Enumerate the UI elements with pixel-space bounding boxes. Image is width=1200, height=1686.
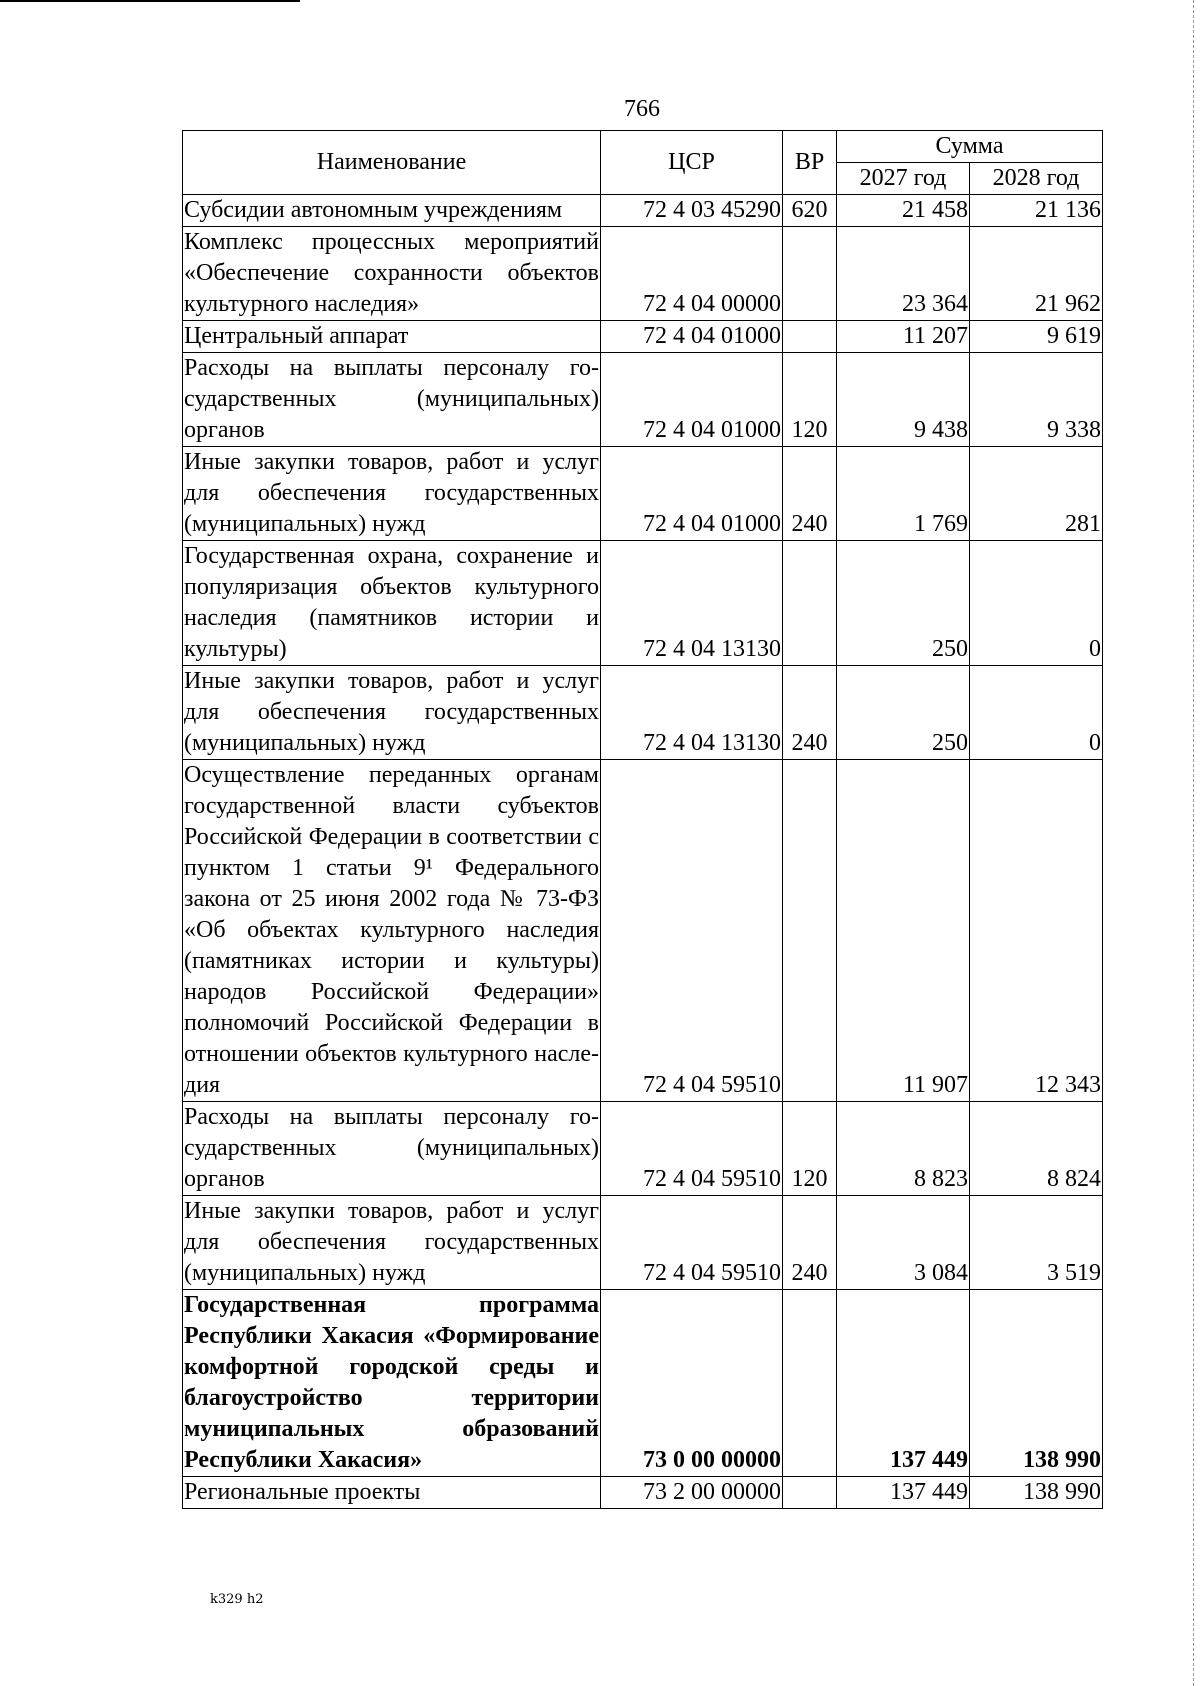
header-year-2028: 2028 год [970,163,1103,195]
table-row [183,1102,1103,1196]
row-sum-2027: 1 769 [837,447,970,541]
header-vr: ВР [783,131,837,195]
row-sum-2028: 0 [970,666,1103,760]
row-sum-2027: 11 907 [837,760,970,1102]
header-row-top [183,131,1103,163]
scan-right-edge [1193,0,1194,1686]
row-sum-2028: 9 619 [970,321,1103,353]
row-sum-2028: 12 343 [970,760,1103,1102]
row-sum-2028: 21 136 [970,195,1103,227]
row-sum-2028: 3 519 [970,1196,1103,1290]
row-sum-2028: 138 990 [970,1290,1103,1477]
row-vr: 240 [783,447,837,541]
row-csr: 72 4 04 00000 [601,227,783,321]
row-name: Государственная охрана, сохранение и популяризация объектов культурного наследия (памятников истории и культуры) [183,541,601,666]
header-year-2027: 2027 год [837,163,970,195]
row-sum-2028: 8 824 [970,1102,1103,1196]
row-name: Расходы на выплаты персоналу государственных (муниципальных) органов [183,353,601,447]
row-csr: 72 4 04 13130 [601,541,783,666]
row-name: Иные закупки товаров, работ и услуг для обеспечения государственных (муниципальных) нужд [183,447,601,541]
row-sum-2028: 281 [970,447,1103,541]
row-csr: 72 4 04 59510 [601,1196,783,1290]
table-row [183,666,1103,760]
row-sum-2028: 9 338 [970,353,1103,447]
row-name: Иные закупки товаров, работ и услуг для обеспечения государственных (муниципальных) нужд [183,666,601,760]
row-sum-2028: 0 [970,541,1103,666]
header-sum: Сумма [837,131,1103,163]
row-csr: 72 4 04 13130 [601,666,783,760]
table-row [183,321,1103,353]
row-vr [783,760,837,1102]
row-name: Расходы на выплаты персоналу государственных (муниципальных) органов [183,1102,601,1196]
row-sum-2027: 137 449 [837,1290,970,1477]
header-name: Наименование [183,131,601,195]
row-vr [783,227,837,321]
table-row [183,1290,1103,1477]
row-sum-2028: 138 990 [970,1477,1103,1509]
table-row [183,227,1103,321]
row-name: Иные закупки товаров, работ и услуг для обеспечения государственных (муниципальных) нужд [183,1196,601,1290]
row-sum-2027: 23 364 [837,227,970,321]
table-row [183,447,1103,541]
row-sum-2027: 137 449 [837,1477,970,1509]
row-name: Центральный аппарат [183,321,601,353]
row-csr: 72 4 03 45290 [601,195,783,227]
row-name: Государственная программа Республики Хакасия «Формирование комфортной городской среды и благоустройство территории муниципальных образований Республики Хакасия» [183,1290,601,1477]
row-vr: 120 [783,353,837,447]
row-name: Комплекс процессных мероприятий «Обеспечение сохранности объектов культурного наследия» [183,227,601,321]
table-row [183,353,1103,447]
footer-code: k329 h2 [210,1592,264,1607]
row-vr: 240 [783,666,837,760]
row-sum-2027: 9 438 [837,353,970,447]
row-sum-2027: 250 [837,666,970,760]
row-vr [783,1477,837,1509]
row-vr: 120 [783,1102,837,1196]
row-vr: 620 [783,195,837,227]
row-vr [783,321,837,353]
scan-top-line [0,0,300,2]
table-row [183,195,1103,227]
row-name: Региональные проекты [183,1477,601,1509]
table-body [183,195,1103,1509]
row-csr: 73 0 00 00000 [601,1290,783,1477]
row-csr: 73 2 00 00000 [601,1477,783,1509]
row-name: Субсидии автономным учреждениям [183,195,601,227]
table-row [183,1196,1103,1290]
row-sum-2027: 8 823 [837,1102,970,1196]
table-row [183,541,1103,666]
table-row [183,1477,1103,1509]
row-sum-2027: 21 458 [837,195,970,227]
row-name: Осуществление переданных органам государственной власти субъектов Российской Федерации в соответствии с пунктом 1 статьи 9¹ Федерального закона от 25 июня 2002 года № 73-ФЗ «Об объектах культурного наследия (памятниках истории и культуры) народов Российской Федерации» полномочий Российской Федерации в отношении объектов культурного наследия [183,760,601,1102]
row-vr: 240 [783,1196,837,1290]
row-csr: 72 4 04 59510 [601,760,783,1102]
row-sum-2028: 21 962 [970,227,1103,321]
row-vr [783,1290,837,1477]
row-csr: 72 4 04 01000 [601,447,783,541]
row-sum-2027: 250 [837,541,970,666]
header-csr: ЦСР [601,131,783,195]
row-csr: 72 4 04 01000 [601,353,783,447]
row-sum-2027: 11 207 [837,321,970,353]
row-sum-2027: 3 084 [837,1196,970,1290]
table-row [183,760,1103,1102]
row-csr: 72 4 04 01000 [601,321,783,353]
row-csr: 72 4 04 59510 [601,1102,783,1196]
budget-table [182,130,1103,1509]
page-number: 766 [624,96,660,122]
row-vr [783,541,837,666]
